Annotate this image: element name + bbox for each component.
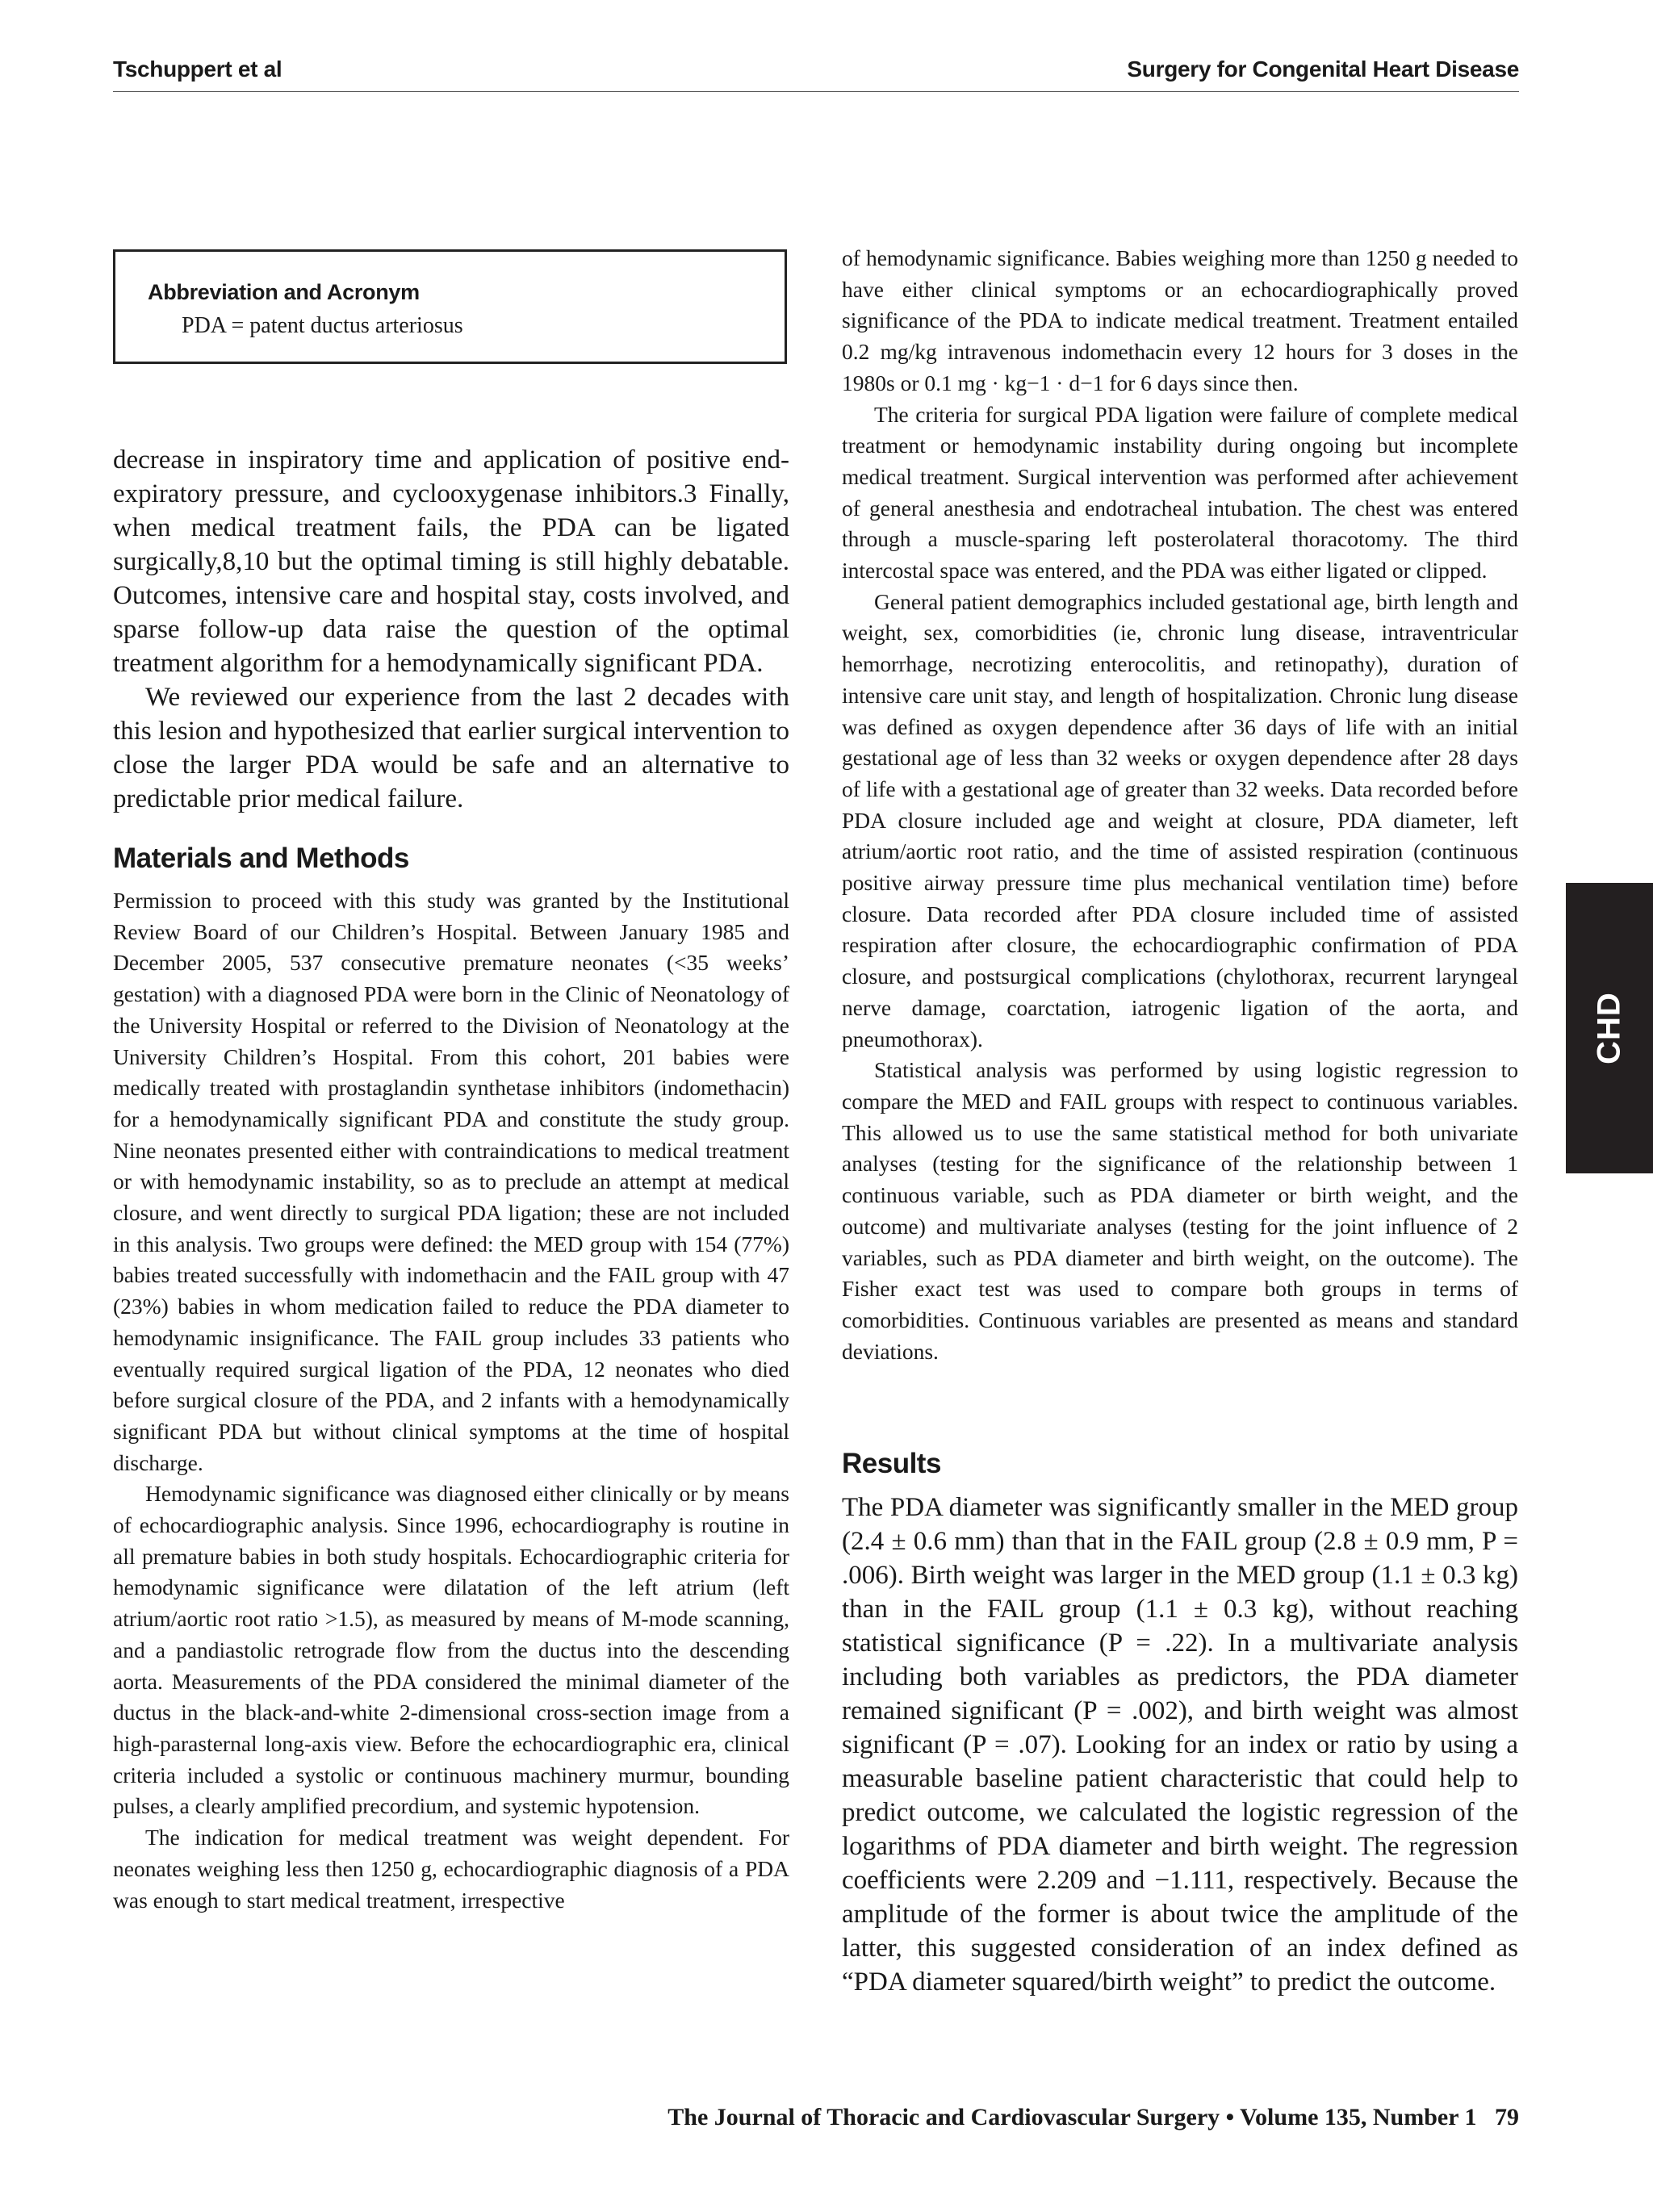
footer-page-number: 79	[1495, 2104, 1519, 2130]
intro-paragraph-2: We reviewed our experience from the last 2 decades with this lesion and hypothesized that earlier surgical intervention to close the larger PDA would be safe and an alternative to predictable prior medical failure.	[113, 683, 789, 813]
methods-paragraph-3-continued: of hemodynamic significance. Babies weighing more than 1250 g needed to have either clinical symptoms or an echocardiographically proved significance of the PDA to indicate medical treatment. Treatment entailed 0.2 mg/kg intravenous indomethacin every 12 hours for 3 doses in the 1980s or 0.1 mg · kg−1 · d−1 for 6 days since then.	[842, 245, 1518, 395]
results-paragraph-1: The PDA diameter was significantly smaller in the MED group (2.4 ± 0.6 mm) than that in the FAIL group (2.8 ± 0.9 mm, P = .006). Birth weight was larger in the MED group (1.1 ± 0.3 kg) than in the FAIL group (1.1 ± 0.3 kg), without reaching statistical significance (P = .22). In a multivariate analysis including both variables as predictors, the PDA diameter remained significant (P = .002), and birth weight was almost significant (P = .07). Looking for an index or ratio by using a measurable baseline patient characteristic that could help to predict outcome, we calculated the logistic regression of the logarithms of PDA diameter and birth weight. The regression coefficients were 2.209 and −1.111, respectively. Because the amplitude of the former is about twice the amplitude of the latter, this suggested consideration of an index defined as “PDA diameter squared/birth weight” to predict the outcome.	[842, 1493, 1518, 1997]
running-header-author: Tschuppert et al	[113, 56, 282, 82]
results-text	[842, 1491, 1518, 1999]
header-rule	[113, 91, 1519, 92]
methods-paragraph-2: Hemodynamic significance was diagnosed either clinically or by means of echocardiographic analysis. Since 1996, echocardiography is routine in all premature babies in both study hospitals. Echocardiographic criteria for hemodynamic significance were dilatation of the left atrium (left atrium/aortic root ratio >1.5), as measured by means of M-mode scanning, and a pandiastolic retrograde flow from the ductus into the descending aorta. Measurements of the PDA considered the minimal diameter of the ductus in the black-and-white 2-dimensional cross-section image from a high-parasternal long-axis view. Before the echocardiographic era, clinical criteria included a systolic or continuous machinery murmur, bounding pulses, a clearly amplified precordium, and systemic hypotension.	[113, 1481, 789, 1819]
methods-text-left	[113, 885, 789, 1916]
running-header-section: Surgery for Congenital Heart Disease	[1127, 56, 1519, 82]
methods-paragraph-1: Permission to proceed with this study was granted by the Institutional Review Board of our Children’s Hospital. Between January 1985 and December 2005, 537 consecutive premature neonates (<35 weeks’ gestation) with a diagnosed PDA were born in the Clinic of Neonatology of the University Hospital or referred to the Division of Neonatology at the University Children’s Hospital. From this cohort, 201 babies were medically treated with prostaglandin synthetase inhibitors (indomethacin) for a hemodynamically significant PDA and constitute the study group. Nine neonates presented either with contraindications to medical treatment or with hemodynamic instability, so as to preclude an attempt at medical closure, and went directly to surgical PDA ligation; these are not included in this analysis. Two groups were defined: the MED group with 154 (77%) babies treated successfully with indomethacin and the FAIL group with 47 (23%) babies in whom medication failed to reduce the PDA diameter to hemodynamic insignificance. The FAIL group includes 33 patients who eventually required surgical ligation of the PDA, 12 neonates who died before surgical closure of the PDA, and 2 infants with a hemodynamically significant PDA but without clinical symptoms at the time of hospital discharge.	[113, 888, 789, 1475]
intro-text	[113, 443, 789, 816]
methods-paragraph-4: The criteria for surgical PDA ligation were failure of complete medical treatment or hemodynamic instability during ongoing but incomplete medical treatment. Surgical intervention was performed after achievement of general anesthesia and endotracheal intubation. The chest was entered through a muscle-sparing left posterolateral thoracotomy. The third intercostal space was entered, and the PDA was either ligated or clipped.	[842, 401, 1518, 583]
methods-heading: Materials and Methods	[113, 843, 409, 874]
footer-journal: The Journal of Thoracic and Cardiovascular Surgery • Volume 135, Number 1	[667, 2104, 1477, 2130]
section-side-tab	[1566, 883, 1653, 1173]
abbreviation-item: PDA = patent ductus arteriosus	[182, 313, 463, 338]
methods-text-right	[842, 243, 1518, 1367]
methods-paragraph-3: The indication for medical treatment was weight dependent. For neonates weighing less then 1250 g, echocardiographic diagnosis of a PDA was enough to start medical treatment, irrespective	[113, 1825, 789, 1913]
intro-paragraph-1: decrease in inspiratory time and application of positive end-expiratory pressure, and cyclooxygenase inhibitors.3 Finally, when medical treatment fails, the PDA can be ligated surgically,8,10 but the optimal timing is still highly debatable. Outcomes, intensive care and hospital stay, costs involved, and sparse follow-up data raise the question of the optimal treatment algorithm for a hemodynamically significant PDA.	[113, 445, 789, 678]
methods-paragraph-5: General patient demographics included gestational age, birth length and weight, sex, comorbidities (ie, chronic lung disease, intraventricular hemorrhage, necrotizing enterocolitis, and retinopathy), duration of intensive care unit stay, and length of hospitalization. Chronic lung disease was defined as oxygen dependence after 36 days of life with an initial gestational age of less than 32 weeks or oxygen dependence after 28 days of life with a gestational age of greater than 32 weeks. Data recorded before PDA closure included age and weight at closure, PDA diameter, left atrium/aortic root ratio, and the time of assisted respiration (continuous positive airway pressure time plus mechanical ventilation time) before closure. Data recorded after PDA closure included time of assisted respiration after closure, the echocardiographic confirmation of PDA closure, and postsurgical complications (chylothorax, recurrent laryngeal nerve damage, coarctation, iatrogenic ligation of the aorta, and pneumothorax).	[842, 588, 1518, 1052]
abbreviation-box	[113, 249, 787, 364]
side-tab-label: CHD	[1591, 992, 1627, 1064]
results-heading: Results	[842, 1448, 941, 1479]
abbreviation-box-title: Abbreviation and Acronym	[148, 280, 420, 304]
methods-paragraph-6: Statistical analysis was performed by using logistic regression to compare the MED and FAIL groups with respect to continuous variables. This allowed us to use the same statistical method for both univariate analyses (testing for the significance of the relationship between 1 continuous variable, such as PDA diameter or birth weight, and the outcome) and multivariate analyses (testing for the joint influence of 2 variables, such as PDA diameter and birth weight, on the outcome). The Fisher exact test was used to compare both groups in terms of comorbidities. Continuous variables are presented as means and standard deviations.	[842, 1057, 1518, 1364]
page-footer	[667, 2104, 1519, 2131]
